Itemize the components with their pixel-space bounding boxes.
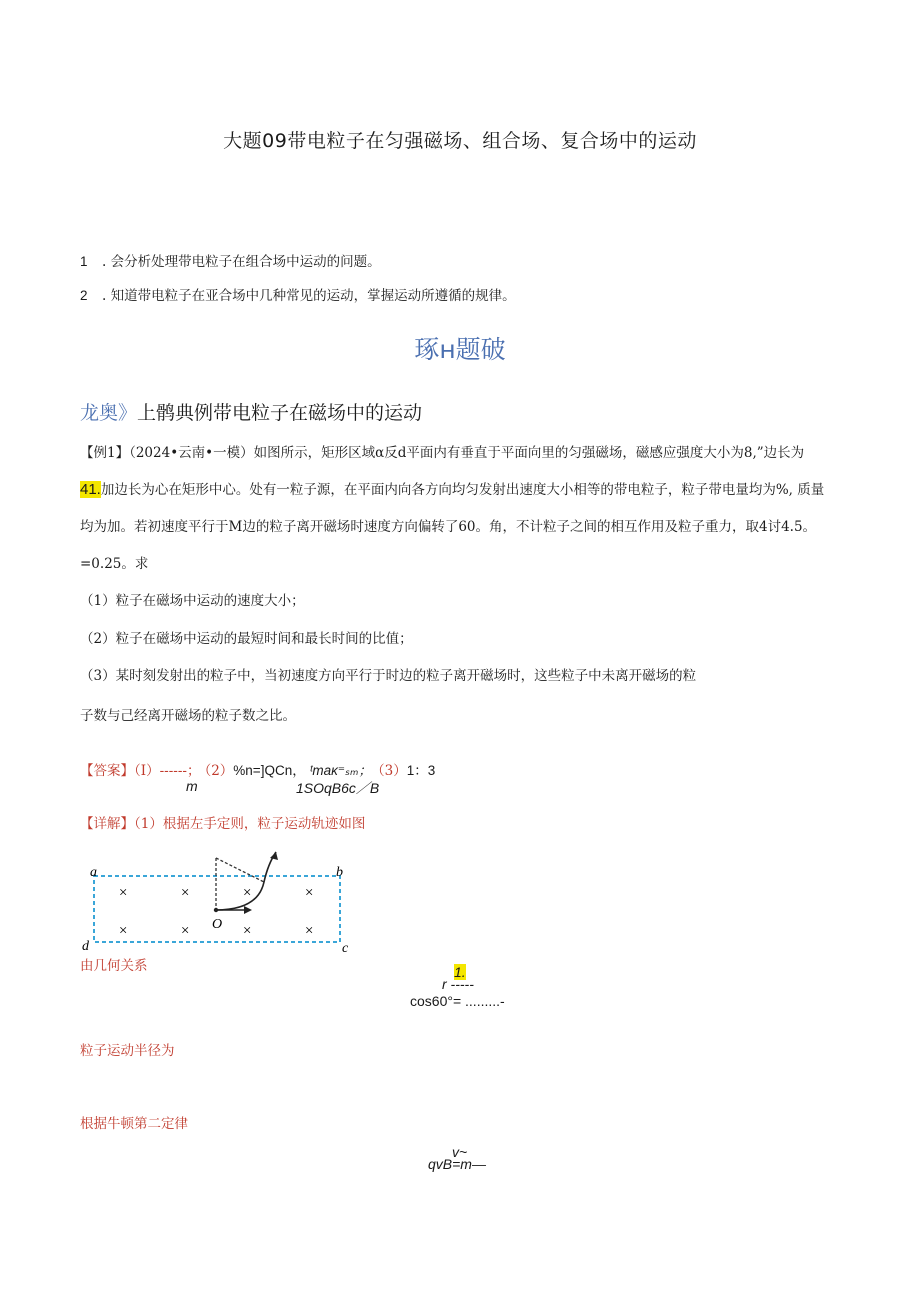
formula2-bottom: qvB=m— [428,1156,486,1172]
problem-line [80,478,824,498]
objective-number: 2 [80,288,88,303]
problem-text: （2024•云南•一模）如图所示，矩形区域α反d平面内有垂直于平面向里的匀强磁场，磁感应强度大小为8,”边长为 [129,445,805,461]
corner-label-b: b [336,865,343,880]
formula1-top: r ----- [442,976,474,992]
field-mark-cross: × [118,923,129,939]
problem-line: 均为加。若初速度平行于M边的粒子离开磁场时速度方向偏转了60。角，不计粒子之间的相互作用及粒子重力，取4讨4.5。 [80,519,817,535]
formula1-highlight-text: 1. [454,964,466,980]
answer-sub2: 1SOqB6c／B [296,780,380,796]
origin-label: O [212,917,223,932]
answer-line [80,759,435,779]
particle-trajectory [216,852,276,910]
question-2: （2）粒子在磁场中运动的最短时间和最长时间的比值； [80,631,413,647]
radius-line-diagonal [216,858,264,882]
corner-label-a: a [90,865,97,880]
field-mark-cross: × [304,923,315,939]
problem-line [80,441,804,461]
answer-part2b: ᵗmaκ⁼ₛₘ； [309,763,372,778]
example-heading-text: 上鹘典例带电粒子在磁场中的运动 [137,402,423,424]
field-mark-cross: × [180,885,191,901]
objective-number: 1 [80,254,88,269]
answer-label: 【答案】 [80,763,134,779]
answer-sub1: m [186,778,198,794]
answer-part3-label: （3） [377,763,407,779]
field-mark-cross: × [242,885,253,901]
particle-source-point [214,908,218,912]
answer-part1: （I）------； [134,763,201,779]
question-3: （3）某时刻发射出的粒子中，当初速度方向平行于时边的粒子离开磁场时，这些粒子中未离开磁场的粒 [80,668,697,684]
field-mark-cross: × [180,923,191,939]
explanation-label: 【详解】 [80,816,134,832]
field-mark-cross: × [118,885,129,901]
magnetic-field-diagram [78,846,358,958]
objective-text: . 知道带电粒子在亚合场中几种常见的运动，掌握运动所遵循的规律。 [102,288,516,304]
page-title: 大题09带电粒子在匀强磁场、组合场、复合场中的运动 [223,130,697,152]
section-heading: 琢н题破 [414,335,506,364]
example-heading-prefix: 龙奥》 [80,402,138,424]
field-mark-cross: × [304,885,315,901]
answer-part2-label: （2） [204,763,234,779]
answer-part2: %n=]QCn， [233,763,306,778]
corner-label-d: d [82,939,89,954]
field-mark-cross: × [242,923,253,939]
explanation-text: （1）根据左手定则，粒子运动轨迹如图 [134,816,366,832]
explanation-line [80,812,365,832]
question-1: （1）粒子在磁场中运动的速度大小； [80,593,305,609]
formula2-top: v~ [452,1144,468,1160]
highlighted-number: 41. [80,481,101,498]
corner-label-c: c [342,941,349,956]
problem-label: 【例1】 [80,445,130,461]
objective-item [80,284,516,304]
velocity-arrowhead [244,906,252,914]
answer-part3: 1：3 [406,763,436,778]
problem-text: 加边长为心在矩形中心。处有一粒子源，在平面内向各方向均匀发射出速度大小相等的带电粒子，粒子带电量均为%, 质量 [100,482,825,498]
question-3-continued: 子数与己经离开磁场的粒子数之比。 [80,708,296,724]
formula1-bottom: cos60°= .........- [410,993,505,1009]
objective-text: . 会分析处理带电粒子在组合场中运动的问题。 [102,254,381,270]
objective-item [80,250,381,270]
radius-note: 粒子运动半径为 [80,1043,175,1059]
newton-note: 根据牛顿第二定律 [80,1116,188,1132]
problem-line: =0.25。求 [80,556,149,572]
example-heading [80,398,422,425]
geometry-note: 由几何关系 [80,958,148,974]
